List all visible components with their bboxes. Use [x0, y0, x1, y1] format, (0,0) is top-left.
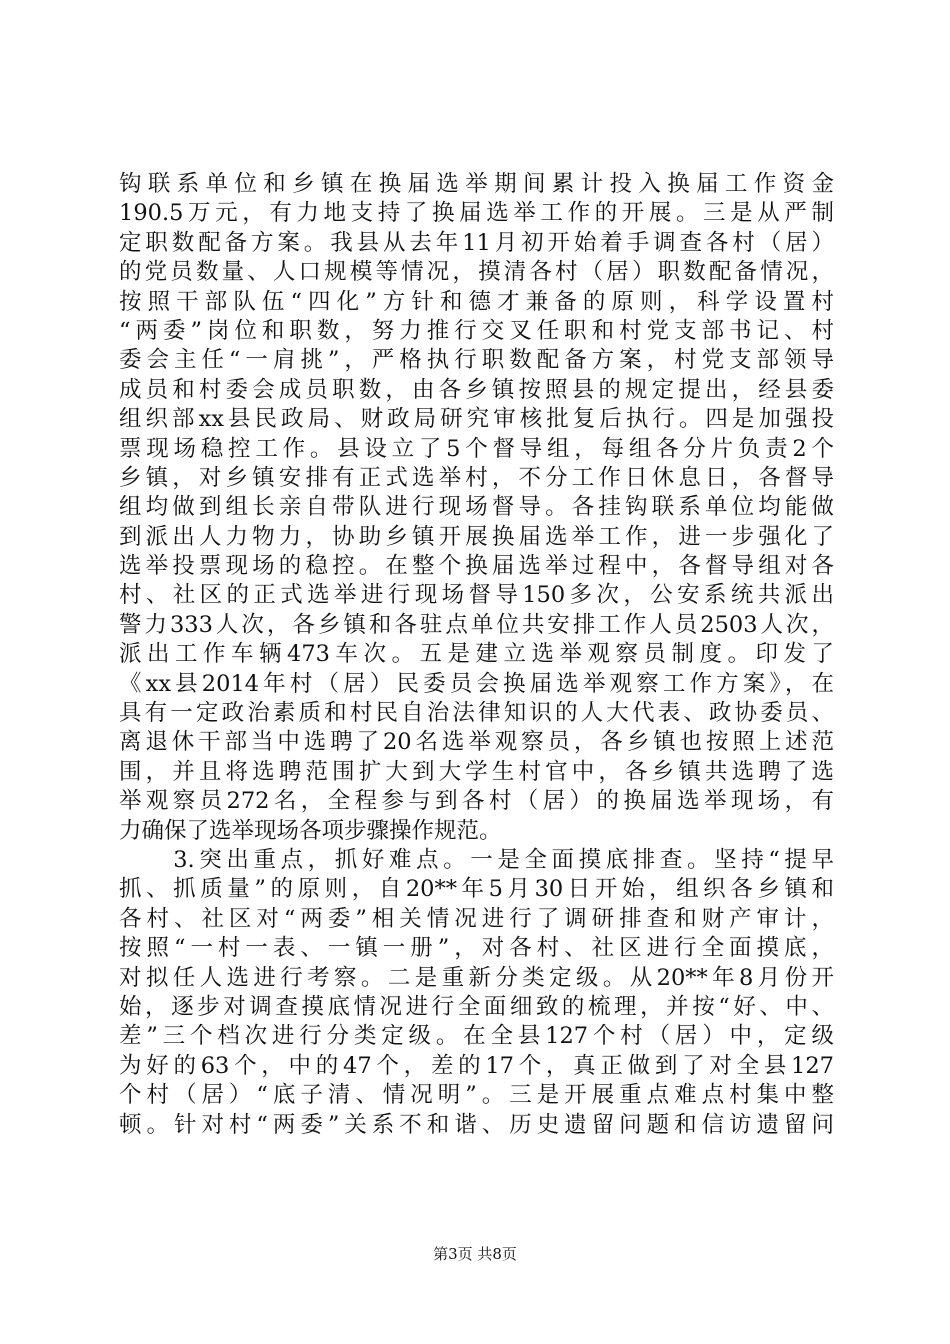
text-line: 组织部xx县民政局、财政局研究审核批复后执行。四是加强投	[119, 406, 834, 433]
text-line: 乡镇，对乡镇安排有正式选举村，不分工作日休息日，各督导	[119, 464, 834, 491]
page-number-footer: 第3页 共8页	[433, 1245, 517, 1263]
text-line: 举观察员272名，全程参与到各村（居）的换届选举现场，有	[119, 788, 834, 815]
text-line: 的党员数量、人口规模等情况，摸清各村（居）职数配备情况，	[119, 259, 834, 286]
text-line: 力确保了选举现场各项步骤操作规范。	[119, 817, 502, 844]
body-text	[119, 170, 834, 1140]
text-line: 组均做到组长亲自带队进行现场督导。各挂钩联系单位均能做	[119, 494, 834, 521]
text-line: 为好的63个，中的47个，差的17个，真正做到了对全县127	[119, 1052, 834, 1079]
text-line: 差”三个档次进行分类定级。在全县127个村（居）中，定级	[119, 1023, 834, 1050]
text-line: 委会主任“一肩挑”，严格执行职数配备方案，村党支部领导	[119, 347, 834, 374]
text-line: 离退休干部当中选聘了20名选举观察员，各乡镇也按照上述范	[119, 729, 834, 756]
text-line: 顿。针对村“两委”关系不和谐、历史遗留问题和信访遗留问	[119, 1111, 834, 1138]
text-line: 到派出人力物力，协助乡镇开展换届选举工作，进一步强化了	[119, 523, 834, 550]
text-line: 钩联系单位和乡镇在换届选举期间累计投入换届工作资金	[119, 171, 834, 197]
text-line: 个村（居）“底子清、情况明”。三是开展重点难点村集中整	[119, 1082, 834, 1109]
text-line: 围，并且将选聘范围扩大到大学生村官中，各乡镇共选聘了选	[119, 758, 834, 785]
text-line: 警力333人次，各乡镇和各驻点单位共安排工作人员2503人次，	[119, 611, 834, 638]
text-line: 选举投票现场的稳控。在整个换届选举过程中，各督导组对各	[119, 553, 834, 580]
text-line: 票现场稳控工作。县设立了5个督导组，每组各分片负责2个	[119, 435, 834, 462]
text-line: 派出工作车辆473车次。五是建立选举观察员制度。印发了	[119, 641, 834, 668]
text-line: 成员和村委会成员职数，由各乡镇按照县的规定提出，经县委	[119, 376, 834, 403]
text-line: 3.突出重点，抓好难点。一是全面摸底排查。坚持“提早	[119, 846, 834, 873]
text-line: “两委”岗位和职数，努力推行交叉任职和村党支部书记、村	[119, 317, 834, 344]
text-line: 始，逐步对调查摸底情况进行全面细致的梳理，并按“好、中、	[119, 993, 834, 1020]
text-line: 各村、社区对“两委”相关情况进行了调研排查和财产审计，	[119, 905, 834, 932]
text-line: 190.5万元，有力地支持了换届选举工作的开展。三是从严制	[119, 200, 834, 227]
text-line: 具有一定政治素质和村民自治法律知识的人大代表、政协委员、	[119, 700, 834, 727]
text-line: 抓、抓质量”的原则，自20**年5月30日开始，组织各乡镇和	[119, 876, 834, 903]
text-line: 《xx县2014年村（居）民委员会换届选举观察工作方案》，在	[119, 670, 834, 697]
text-line: 定职数配备方案。我县从去年11月初开始着手调查各村（居）	[119, 229, 834, 256]
text-line: 按照“一村一表、一镇一册”，对各村、社区进行全面摸底，	[119, 935, 834, 962]
text-line: 对拟任人选进行考察。二是重新分类定级。从20**年8月份开	[119, 964, 834, 991]
text-line: 村、社区的正式选举进行现场督导150多次，公安系统共派出	[119, 582, 834, 609]
text-line: 按照干部队伍“四化”方针和德才兼备的原则，科学设置村	[119, 288, 834, 315]
